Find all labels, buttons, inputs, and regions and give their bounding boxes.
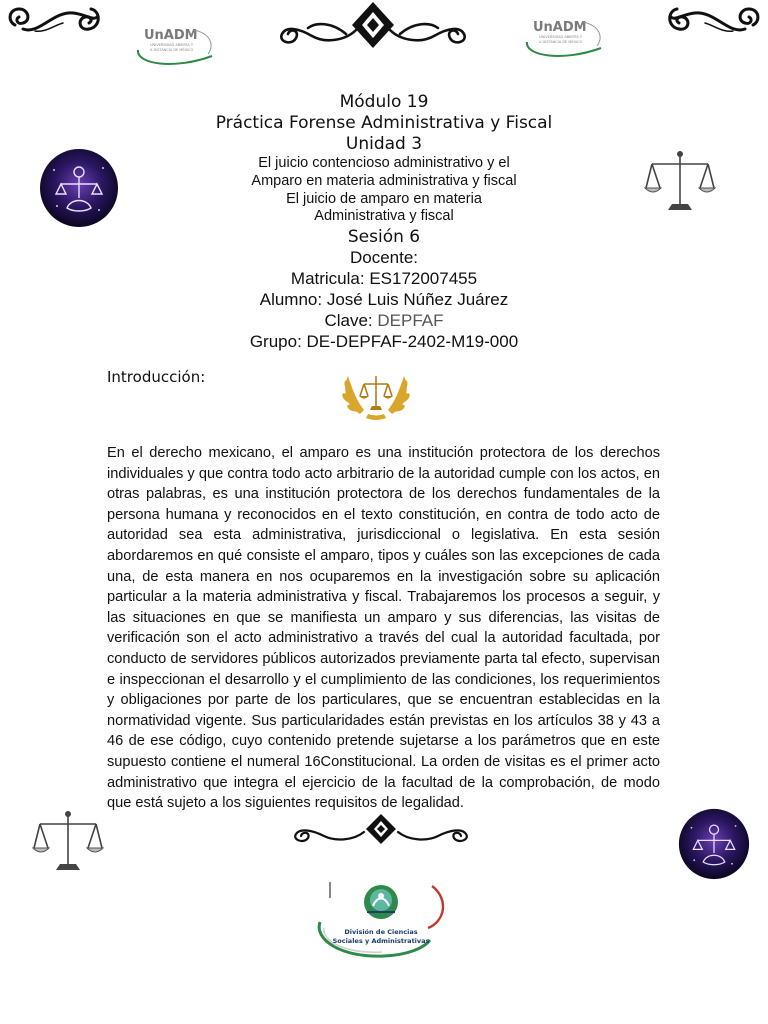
- svg-text:UNIVERSIDAD ABIERTA Y: UNIVERSIDAD ABIERTA Y: [150, 43, 194, 47]
- unadm-logo-brand: UnADM: [144, 28, 198, 43]
- unadm-logo-right: [523, 12, 605, 60]
- unit-subtitle-line-2: Amparo en materia administrativa y fiscal: [251, 173, 517, 189]
- key-line: [0, 311, 768, 331]
- right-scroll-ornament-icon: [665, 3, 763, 39]
- division-name-line-1: División de Ciencias: [344, 928, 418, 936]
- center-scroll-ornament-icon: [290, 810, 472, 848]
- svg-text:UNIVERSIDAD ABIERTA Y: UNIVERSIDAD ABIERTA Y: [539, 35, 583, 39]
- module-title: Módulo 19: [339, 92, 429, 112]
- enrollment-line: Matricula: ES172007455: [290, 269, 478, 288]
- key-label: Clave:: [324, 311, 378, 330]
- student-line: Alumno: José Luis Núñez Juárez: [259, 290, 509, 309]
- center-scroll-ornament-icon: [276, 0, 470, 52]
- key-value: DEPFAF: [377, 311, 444, 330]
- svg-text:A DISTANCIA DE MÉXICO: A DISTANCIA DE MÉXICO: [150, 48, 194, 52]
- division-logo-icon: [312, 878, 450, 962]
- session-title: Sesión 6: [347, 227, 421, 247]
- unit-title: Unidad 3: [345, 134, 423, 154]
- laurel-scale-emblem-icon: [340, 364, 412, 424]
- justice-medallion-icon: [678, 808, 750, 880]
- topic-line-1: El juicio de amparo en materia: [286, 191, 482, 207]
- balance-scale-icon: [32, 808, 104, 874]
- teacher-line: Docente:: [349, 248, 419, 267]
- unit-subtitle-line-1: El juicio contencioso administrativo y el: [258, 155, 510, 171]
- topic-line-2: Administrativa y fiscal: [314, 208, 454, 224]
- unadm-logo-left: [134, 20, 216, 68]
- group-line: Grupo: DE-DEPFAF-2402-M19-000: [249, 332, 519, 351]
- left-scroll-ornament-icon: [5, 3, 103, 39]
- intro-heading: Introducción:: [107, 368, 206, 386]
- unadm-logo-brand: UnADM: [533, 20, 587, 35]
- svg-text:A DISTANCIA DE MÉXICO: A DISTANCIA DE MÉXICO: [539, 40, 583, 44]
- intro-body-text: En el derecho mexicano, el amparo es una institución protectora de los derechos individuales y que contra todo acto arbitrario de la autoridad cumple con los actos, en otras palabras, es una institución protectora de los derechos fundamentales de la persona humana y reconocidos en el texto constitución, en contra de todo acto de autoridad sea esta administrativa, jurisdiccional o legislativa. En esta sesión abordaremos en qué consiste el amparo, tipos y cuáles son las excepciones de cada una, de esta manera en nos ocuparemos en la investigación sobre su aplicación particular a la materia administrativa y fiscal. Trabajaremos los procesos a seguir, y las situaciones en que se manifiesta un amparo y sus diferencias, las visitas de verificación son el acto administrativo a través del cual la autoridad facultada, por conducto de servidores públicos autorizados previamente parta tal efecto, supervisan e inspeccionan el desarrollo y el cumplimiento de las condiciones, los requerimientos y obligaciones por parte de los particulares, que se encuentran establecidas en la normatividad vigente. Sus particularidades están previstas en los artículos 38 y 43 a 46 de ese código, cuyo contenido pretende sujetarse a los parámetros que en este supuesto contiene el numeral 16Constitucional. La orden de visitas es el primer acto administrativo que integra el ejercicio de la facultad de la comprobación, de modo que está sujeto a los siguientes requisitos de legalidad.: [107, 445, 660, 812]
- course-title: Práctica Forense Administrativa y Fiscal: [215, 113, 553, 133]
- division-name-line-2: Sociales y Administrativas: [332, 937, 430, 945]
